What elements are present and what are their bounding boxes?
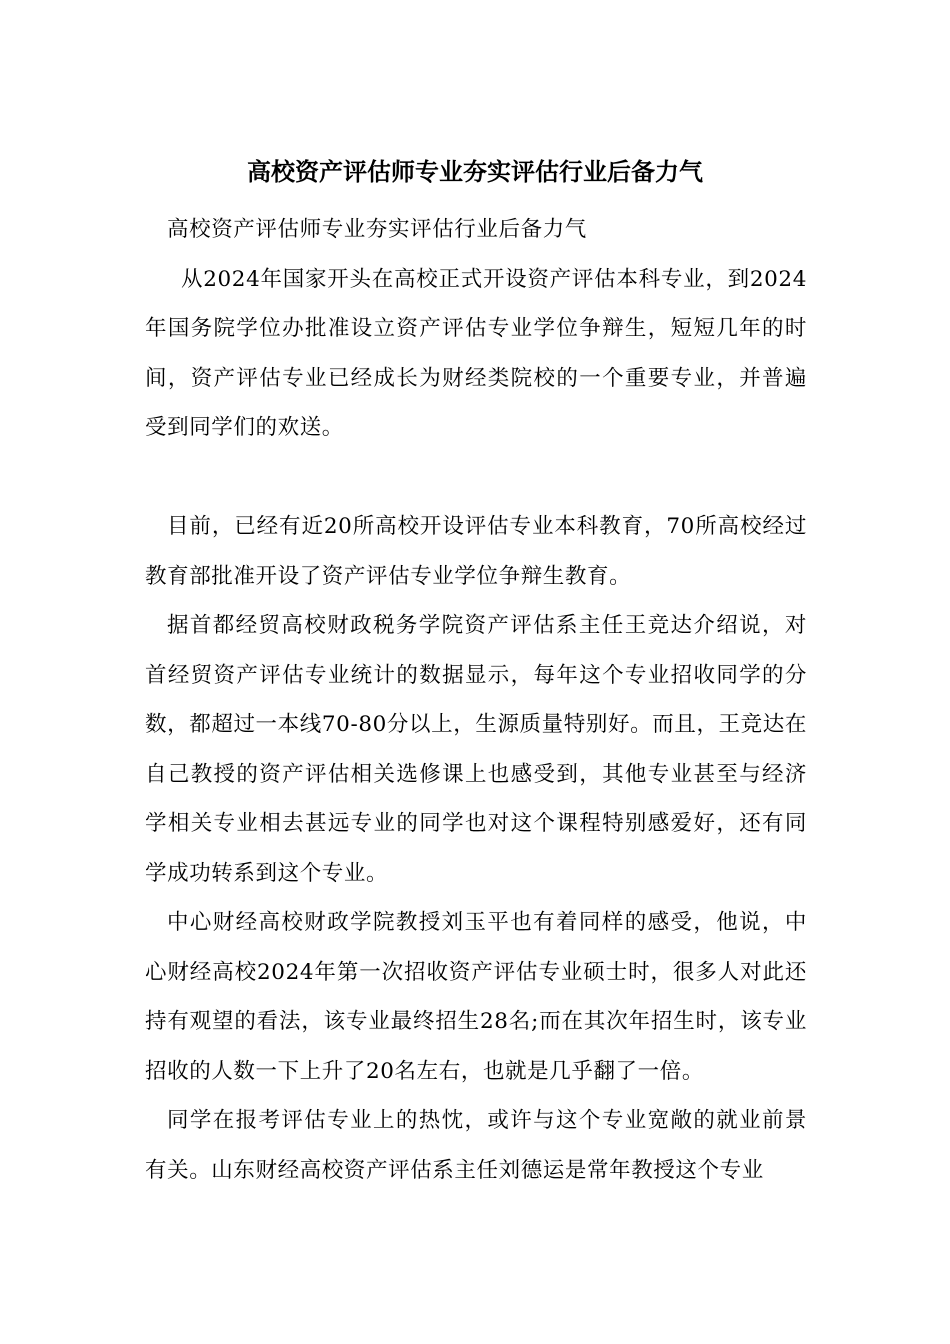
document-body — [145, 205, 807, 1195]
document-title: 高校资产评估师专业夯实评估行业后备力气 — [247, 157, 703, 186]
paragraph-subtitle: 高校资产评估师专业夯实评估行业后备力气 — [167, 217, 587, 242]
paragraph-current-status: 目前，已经有近20所高校开设评估专业本科教育，70所高校经过教育部批准开设了资产评估专业学位争辩生教育。 — [145, 514, 807, 589]
paragraph-wang-jingda: 据首都经贸高校财政税务学院资产评估系主任王竞达介绍说，对首经贸资产评估专业统计的数据显示，每年这个专业招收同学的分数，都超过一本线70-80分以上，生源质量特别好。而且，王竞达在自己教授的资产评估相关选修课上也感受到，其他专业甚至与经济学相关专业相去甚远专业的同学也对这个课程特别感爱好，还有同学成功转系到这个专业。 — [145, 613, 807, 886]
paragraph-spacer — [145, 453, 807, 503]
paragraph-intro: 从2024年国家开头在高校正式开设资产评估本科专业，到2024年国务院学位办批准设立资产评估专业学位争辩生，短短几年的时间，资产评估专业已经成长为财经类院校的一个重要专业，并普遍受到同学们的欢送。 — [145, 266, 807, 440]
paragraph-liu-yuping: 中心财经高校财政学院教授刘玉平也有着同样的感受，他说，中心财经高校2024年第一次招收资产评估专业硕士时，很多人对此还持有观望的看法，该专业最终招生28名;而在其次年招生时，该专业招收的人数一下上升了20名左右，也就是几乎翻了一倍。 — [145, 910, 807, 1084]
paragraph-employment: 同学在报考评估专业上的热忱，或许与这个专业宽敞的就业前景有关。山东财经高校资产评估系主任刘德运是常年教授这个专业 — [145, 1108, 807, 1183]
